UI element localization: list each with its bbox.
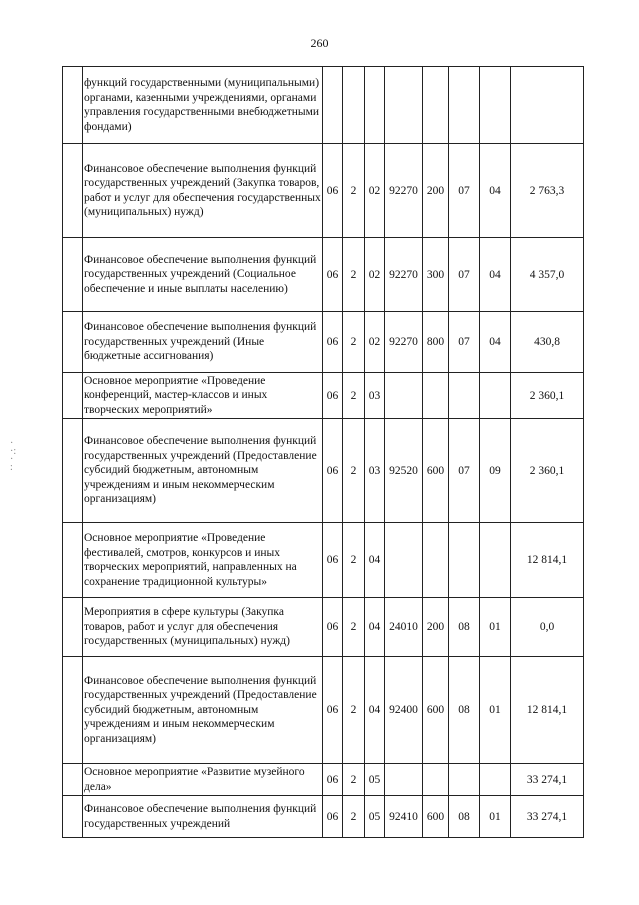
code-c6: 08 [449,796,480,838]
code-c5 [423,373,449,419]
budget-table [62,66,584,838]
code-c1: 06 [323,598,343,657]
code-c1: 06 [323,764,343,796]
table-row [63,238,584,312]
code-c1 [323,67,343,144]
row-marker-cell [63,144,83,238]
code-c7 [480,67,511,144]
table-row [63,373,584,419]
code-c6 [449,373,480,419]
code-c7 [480,373,511,419]
code-c6: 07 [449,419,480,523]
scan-artifact: · ·: · : [10,438,17,473]
code-c6: 07 [449,144,480,238]
code-c7: 09 [480,419,511,523]
code-c5: 200 [423,144,449,238]
code-c6 [449,67,480,144]
code-c4: 92520 [385,419,423,523]
row-sum: 430,8 [511,312,584,373]
code-c4: 92270 [385,238,423,312]
code-c4 [385,373,423,419]
code-c5: 200 [423,598,449,657]
code-c6: 07 [449,312,480,373]
row-name: Финансовое обеспечение выполнения функций государственных учреждений (Социальное обеспечение и иные выплаты населению) [83,238,323,312]
code-c6 [449,523,480,598]
code-c4: 92270 [385,144,423,238]
code-c7 [480,523,511,598]
code-c5 [423,523,449,598]
row-marker-cell [63,764,83,796]
code-c4 [385,764,423,796]
code-c2: 2 [343,312,365,373]
code-c5: 600 [423,419,449,523]
row-marker-cell [63,598,83,657]
code-c5: 600 [423,657,449,764]
code-c6: 07 [449,238,480,312]
code-c2: 2 [343,598,365,657]
row-sum: 0,0 [511,598,584,657]
code-c2: 2 [343,238,365,312]
code-c3: 04 [365,523,385,598]
code-c7: 01 [480,657,511,764]
table-row [63,67,584,144]
row-marker-cell [63,657,83,764]
code-c5: 800 [423,312,449,373]
code-c4: 92410 [385,796,423,838]
code-c6: 08 [449,657,480,764]
table-row [63,144,584,238]
table-row [63,419,584,523]
table-row [63,796,584,838]
row-name: Основное мероприятие «Проведение конференций, мастер-классов и иных творческих мероприятий» [83,373,323,419]
code-c7: 01 [480,598,511,657]
row-sum: 2 763,3 [511,144,584,238]
code-c3 [365,67,385,144]
code-c7: 04 [480,238,511,312]
row-name: функций государственными (муниципальными) органами, казенными учреждениями, органами управления государственными внебюджетными фондами) [83,67,323,144]
code-c3: 04 [365,598,385,657]
code-c3: 05 [365,796,385,838]
code-c4: 24010 [385,598,423,657]
table-row [63,598,584,657]
code-c2: 2 [343,796,365,838]
code-c3: 02 [365,238,385,312]
code-c6 [449,764,480,796]
code-c2: 2 [343,657,365,764]
code-c7: 04 [480,312,511,373]
code-c2: 2 [343,523,365,598]
code-c2 [343,67,365,144]
row-name: Мероприятия в сфере культуры (Закупка товаров, работ и услуг для обеспечения государственных (муниципальных) нужд) [83,598,323,657]
code-c2: 2 [343,764,365,796]
row-sum: 33 274,1 [511,796,584,838]
row-sum: 4 357,0 [511,238,584,312]
code-c4: 92400 [385,657,423,764]
code-c4 [385,67,423,144]
code-c2: 2 [343,373,365,419]
row-marker-cell [63,67,83,144]
row-marker-cell [63,796,83,838]
code-c5: 600 [423,796,449,838]
code-c1: 06 [323,523,343,598]
row-sum: 33 274,1 [511,764,584,796]
row-name: Финансовое обеспечение выполнения функций государственных учреждений (Предоставление субсидий бюджетным, автономным учреждениям и иным некоммерческим организациям) [83,657,323,764]
page-number: 260 [310,36,329,50]
table-row [63,523,584,598]
row-sum [511,67,584,144]
code-c1: 06 [323,238,343,312]
row-marker-cell [63,419,83,523]
code-c1: 06 [323,657,343,764]
row-name: Основное мероприятие «Развитие музейного дела» [83,764,323,796]
table-row [63,312,584,373]
table-row [63,657,584,764]
code-c6: 08 [449,598,480,657]
code-c1: 06 [323,796,343,838]
code-c3: 05 [365,764,385,796]
row-sum: 2 360,1 [511,419,584,523]
row-name: Основное мероприятие «Проведение фестивалей, смотров, конкурсов и иных творческих мероприятий, направленных на сохранение традиционной культуры» [83,523,323,598]
code-c7 [480,764,511,796]
code-c1: 06 [323,144,343,238]
code-c1: 06 [323,373,343,419]
code-c1: 06 [323,419,343,523]
code-c7: 04 [480,144,511,238]
code-c5: 300 [423,238,449,312]
code-c7: 01 [480,796,511,838]
code-c3: 02 [365,312,385,373]
row-marker-cell [63,312,83,373]
row-sum: 12 814,1 [511,657,584,764]
code-c4 [385,523,423,598]
row-sum: 2 360,1 [511,373,584,419]
row-marker-cell [63,238,83,312]
row-marker-cell [63,523,83,598]
row-marker-cell [63,373,83,419]
code-c3: 03 [365,419,385,523]
code-c3: 04 [365,657,385,764]
code-c4: 92270 [385,312,423,373]
code-c1: 06 [323,312,343,373]
code-c5 [423,764,449,796]
code-c3: 03 [365,373,385,419]
row-name: Финансовое обеспечение выполнения функций государственных учреждений [83,796,323,838]
row-sum: 12 814,1 [511,523,584,598]
row-name: Финансовое обеспечение выполнения функций государственных учреждений (Иные бюджетные ассигнования) [83,312,323,373]
code-c2: 2 [343,144,365,238]
row-name: Финансовое обеспечение выполнения функций государственных учреждений (Предоставление субсидий бюджетным, автономным учреждениям и иным некоммерческим организациям) [83,419,323,523]
row-name: Финансовое обеспечение выполнения функций государственных учреждений (Закупка товаров, работ и услуг для обеспечения государственных (муниципальных) нужд) [83,144,323,238]
code-c5 [423,67,449,144]
code-c2: 2 [343,419,365,523]
table-row [63,764,584,796]
code-c3: 02 [365,144,385,238]
